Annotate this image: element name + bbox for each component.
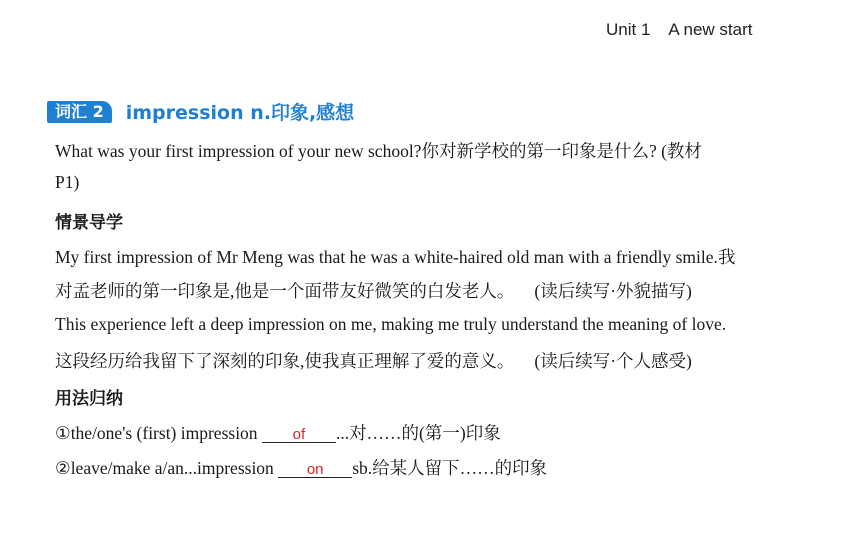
usage-item2-answer: on [306,461,324,478]
usage-item1-blank [262,424,336,443]
context-sentence2-note: (读后续写·个人感受) [534,351,692,371]
page-header [606,20,753,40]
unit-label: Unit 1 [606,20,651,39]
context-sentence2-en: This experience left a deep impression on me, making me truly understand the meaning of love. [55,314,727,334]
usage-item1-prefix: ①the/one's (first) impression [55,423,262,443]
usage-item2-prefix: ②leave/make a/an...impression [55,458,279,478]
vocab-heading: impression n.印象,感想 [125,102,355,124]
context-sentence1-note: (读后续写·外貌描写) [534,281,692,301]
usage-item2-blank [278,459,352,478]
context-label: 情景导学 [55,213,123,233]
context-sentence1-cn: 对孟老师的第一印象是,他是一个面带友好微笑的白发老人。 [55,281,515,301]
usage-label: 用法归纳 [55,389,123,409]
vocab-heading-row [47,98,354,125]
context-sentence2-cn: 这段经历给我留下了深刻的印象,使我真正理解了爱的意义。 [55,351,515,371]
usage-item1 [55,420,501,445]
context-sentence2-cn-line [55,348,692,373]
usage-item1-answer: of [292,426,306,443]
usage-item2-suffix: sb.给某人留下……的印象 [352,458,548,478]
context-sentence1-cn-line [55,278,692,303]
vocab-badge: 词汇 2 [47,101,112,123]
usage-item1-suffix: ...对……的(第一)印象 [335,423,501,443]
usage-item2 [55,455,547,480]
example-sentence-line1: What was your first impression of your new school?你对新学校的第一印象是什么? (教材 [55,141,702,161]
unit-title: A new start [668,20,753,39]
context-sentence1-en: My first impression of Mr Meng was that he was a white-haired old man with a friendly smile.我 [55,247,736,267]
example-sentence-line2: P1) [55,172,80,192]
